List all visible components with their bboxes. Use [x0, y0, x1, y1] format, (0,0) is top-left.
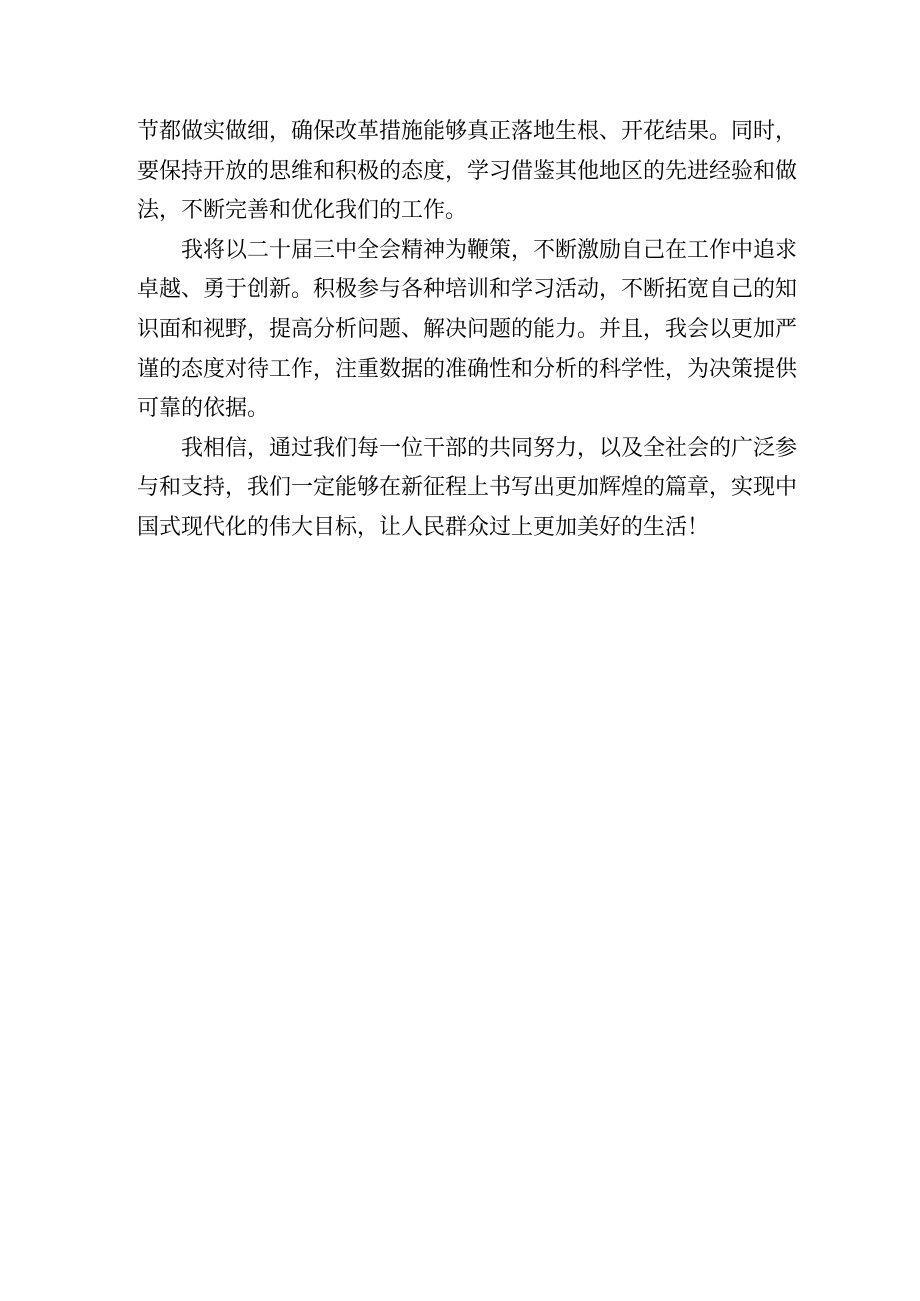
- paragraph-commitment: 我将以二十届三中全会精神为鞭策，不断激励自己在工作中追求卓越、勇于创新。积极参与各种培训和学习活动，不断拓宽自己的知识面和视野，提高分析问题、解决问题的能力。并且，我会以更加严谨的态度对待工作，注重数据的准确性和分析的科学性，为决策提供可靠的依据。: [137, 237, 798, 422]
- paragraph-conclusion: 我相信，通过我们每一位干部的共同努力，以及全社会的广泛参与和支持，我们一定能够在新征程上书写出更加辉煌的篇章，实现中国式现代化的伟大目标，让人民群众过上更加美好的生活！: [137, 435, 798, 540]
- document-body: [137, 112, 797, 548]
- paragraph-continuation: 节都做实做细，确保改革措施能够真正落地生根、开花结果。同时，要保持开放的思维和积极的态度，学习借鉴其他地区的先进经验和做法，不断完善和优化我们的工作。: [137, 119, 798, 224]
